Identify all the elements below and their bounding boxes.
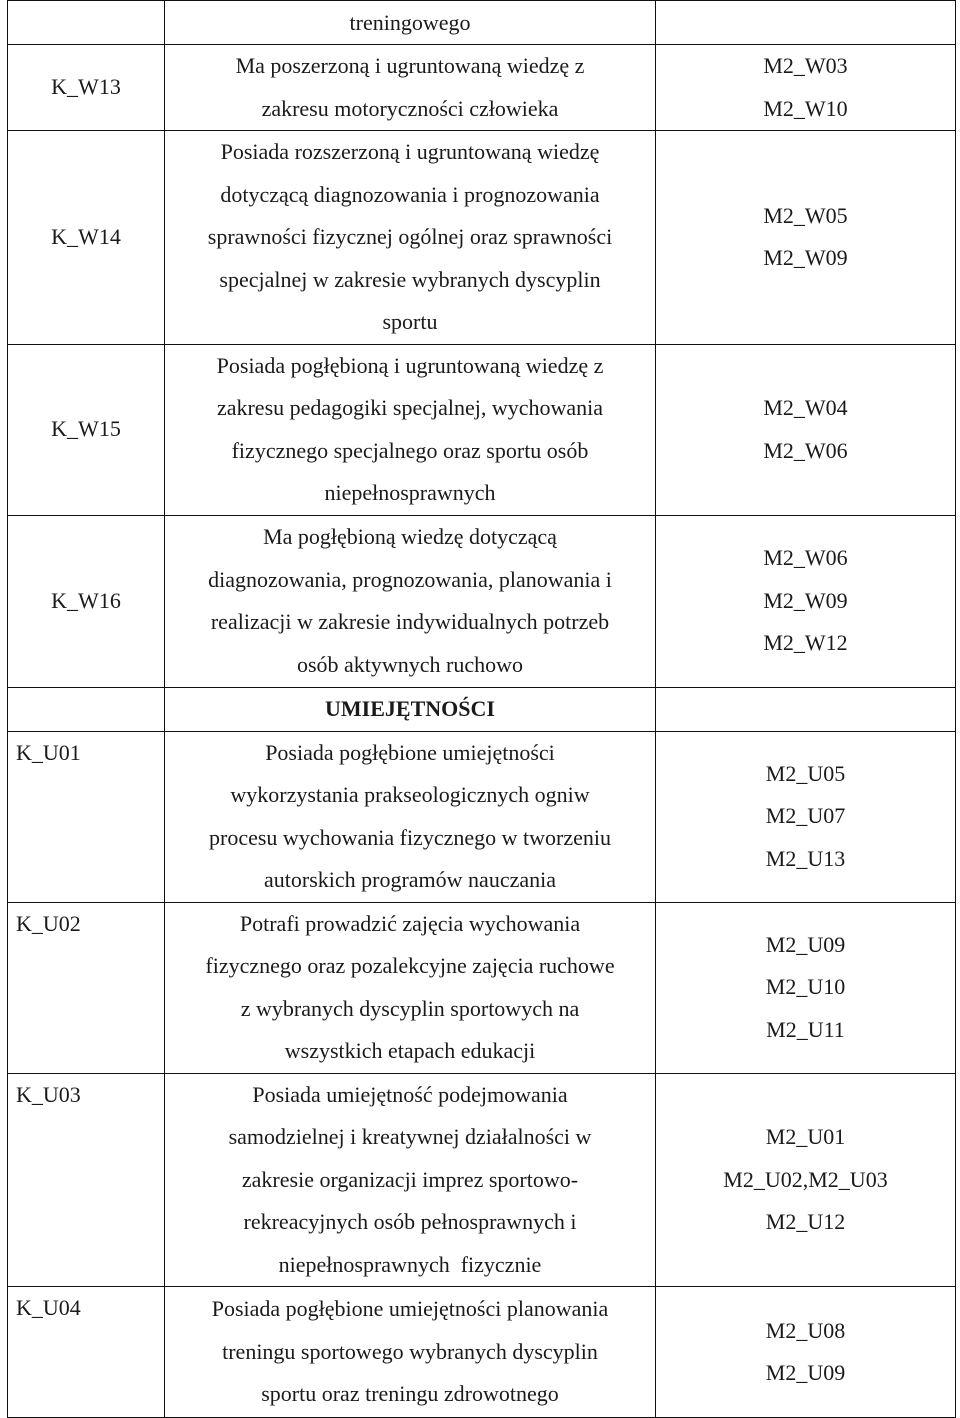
outcome-code: K_U03	[8, 1073, 165, 1287]
outcome-mapping: M2_U05 M2_U07 M2_U13	[656, 731, 956, 902]
outcome-mapping	[656, 1, 956, 45]
table-row	[8, 344, 956, 515]
outcome-code: K_U04	[8, 1287, 165, 1418]
table-row	[8, 1287, 956, 1418]
outcome-mapping: M2_W03 M2_W10	[656, 45, 956, 131]
outcome-mapping: M2_U08 M2_U09	[656, 1287, 956, 1418]
outcome-description: Posiada pogłębioną i ugruntowaną wiedzę z zakresu pedagogiki specjalnej, wychowania fizycznego specjalnego oraz sportu osób niepełnosprawnych	[165, 344, 656, 515]
outcome-description: treningowego	[165, 1, 656, 45]
outcome-description: Ma poszerzoną i ugruntowaną wiedzę z zakresu motoryczności człowieka	[165, 45, 656, 131]
table-row	[8, 45, 956, 131]
outcome-mapping: M2_W04 M2_W06	[656, 344, 956, 515]
outcome-code: K_W15	[8, 344, 165, 515]
outcome-description: Posiada pogłębione umiejętności planowania treningu sportowego wybranych dyscyplin sportu oraz treningu zdrowotnego	[165, 1287, 656, 1418]
outcome-code: K_W16	[8, 515, 165, 687]
section-row	[8, 687, 956, 731]
learning-outcomes-table	[7, 0, 956, 1418]
outcome-mapping: M2_W06 M2_W09 M2_W12	[656, 515, 956, 687]
outcome-description: Posiada umiejętność podejmowania samodzielnej i kreatywnej działalności w zakresie organizacji imprez sportowo- rekreacyjnych osób pełnosprawnych i niepełnosprawnych fizycznie	[165, 1073, 656, 1287]
outcome-code	[8, 1, 165, 45]
table-row	[8, 902, 956, 1073]
outcome-mapping: M2_W05 M2_W09	[656, 131, 956, 345]
outcome-mapping: M2_U01 M2_U02,M2_U03 M2_U12	[656, 1073, 956, 1287]
section-heading: UMIEJĘTNOŚCI	[165, 687, 656, 731]
table-row	[8, 131, 956, 345]
outcome-mapping	[656, 687, 956, 731]
outcome-mapping: M2_U09 M2_U10 M2_U11	[656, 902, 956, 1073]
outcome-code	[8, 687, 165, 731]
outcome-code: K_U01	[8, 731, 165, 902]
outcome-description: Posiada rozszerzoną i ugruntowaną wiedzę dotyczącą diagnozowania i prognozowania sprawności fizycznej ogólnej oraz sprawności specjalnej w zakresie wybranych dyscyplin sportu	[165, 131, 656, 345]
table-row	[8, 731, 956, 902]
table-row	[8, 515, 956, 687]
outcome-description: Ma pogłębioną wiedzę dotyczącą diagnozowania, prognozowania, planowania i realizacji w zakresie indywidualnych potrzeb osób aktywnych ruchowo	[165, 515, 656, 687]
table-row	[8, 1, 956, 45]
outcome-code: K_W13	[8, 45, 165, 131]
outcome-code: K_W14	[8, 131, 165, 345]
table-row	[8, 1073, 956, 1287]
outcome-description: Posiada pogłębione umiejętności wykorzystania prakseologicznych ogniw procesu wychowania fizycznego w tworzeniu autorskich programów nauczania	[165, 731, 656, 902]
outcome-code: K_U02	[8, 902, 165, 1073]
outcome-description: Potrafi prowadzić zajęcia wychowania fizycznego oraz pozalekcyjne zajęcia ruchowe z wybranych dyscyplin sportowych na wszystkich etapach edukacji	[165, 902, 656, 1073]
